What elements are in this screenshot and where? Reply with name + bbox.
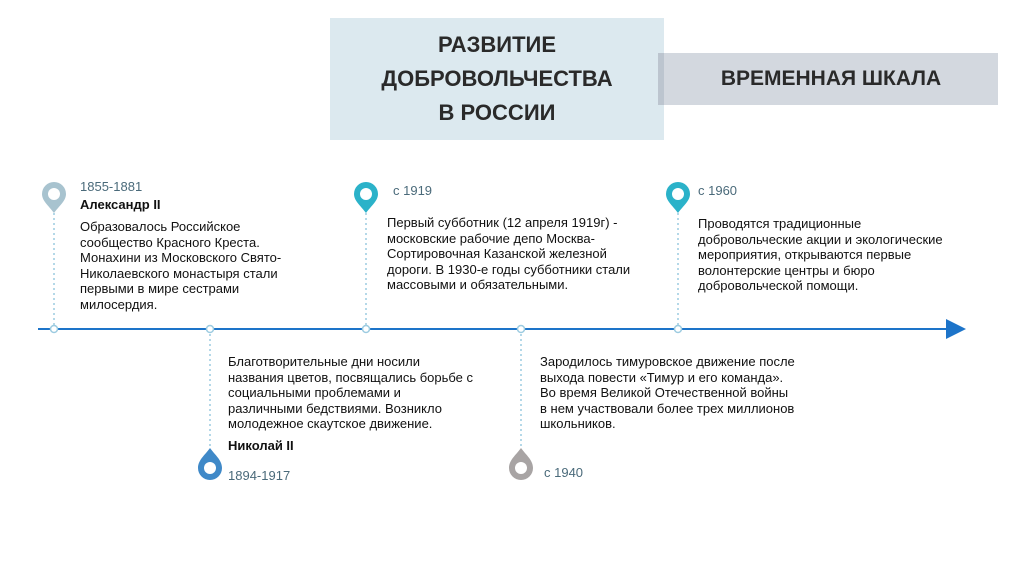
title-line-1: РАЗВИТИЕ — [437, 32, 557, 57]
title-line-3: В РОССИИ — [438, 100, 556, 125]
axis-dot-3 — [363, 326, 370, 333]
drop-pin-icon — [198, 448, 222, 480]
event-1-description: Образовалось Российское сообщество Красного Креста. Монахини из Московского Свято-Николаевского монастыря стали первыми в мире сестрами милосердия. — [80, 219, 282, 312]
map-pin-icon — [42, 182, 66, 213]
event-2-ruler: Николай II — [228, 438, 294, 453]
map-pin-icon — [666, 182, 690, 213]
map-pin-icon — [354, 182, 378, 213]
event-4-description: Зародилось тимуровское движение после выхода повести «Тимур и его команда». Во время Великой Отечественной войны в нем участвовали более трех миллионов школьников. — [540, 354, 795, 431]
event-3-description: Первый субботник (12 апреля 1919г) - московские рабочие депо Москва-Сортировочная Казанской железной дороги. В 1930-е годы субботники стали массовыми и обязательными. — [387, 215, 631, 292]
event-4-year: с 1940 — [544, 465, 584, 480]
event-5-description: Проводятся традиционные добровольческие акции и экологические мероприятия, открываются первые волонтерские центры и бюро добровольческой помощи. — [698, 216, 943, 293]
event-5-year: с 1960 — [698, 183, 738, 198]
axis-dot-4 — [518, 326, 525, 333]
axis-dot-2 — [207, 326, 214, 333]
event-1-year: 1855-1881 — [80, 179, 143, 194]
event-2-description: Благотворительные дни носили названия цветов, посвящались борьбе с социальными проблемами и различными бедствиями. Возникло молодежное скаутское движение. — [228, 354, 474, 431]
event-1-ruler: Александр II — [80, 197, 161, 212]
drop-pin-icon — [509, 448, 533, 480]
axis-dot-5 — [675, 326, 682, 333]
axis-dot-1 — [51, 326, 58, 333]
event-2-year: 1894-1917 — [228, 468, 291, 483]
event-3-year: с 1919 — [393, 183, 433, 198]
title-line-2: ДОБРОВОЛЬЧЕСТВА — [381, 66, 613, 91]
subtitle: ВРЕМЕННАЯ ШКАЛА — [720, 67, 942, 90]
